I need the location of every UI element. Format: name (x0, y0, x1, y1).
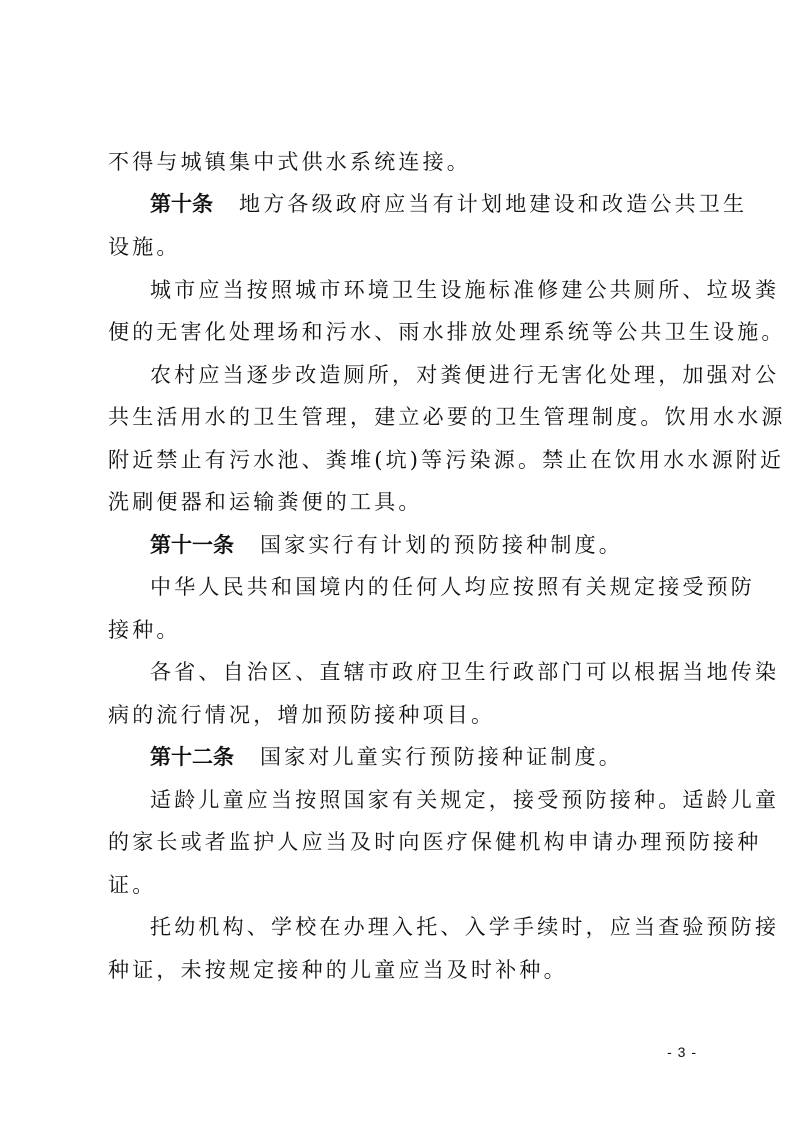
paragraph-line (108, 318, 786, 346)
paragraph-line (150, 361, 779, 389)
line-text: 国家实行有计划的预防接种制度。 (260, 533, 623, 557)
line-text: 托幼机构、学校在办理入托、入学手续时，应当查验预防接 (150, 915, 780, 939)
line-text: 城市应当按照城市环境卫生设施标准修建公共厕所、垃圾粪 (150, 278, 780, 302)
line-text: 设施。 (108, 235, 181, 259)
line-text: 适龄儿童应当按照国家有关规定，接受预防接种。适龄儿童 (150, 788, 780, 812)
paragraph-line (150, 786, 779, 814)
paragraph-line (150, 913, 779, 941)
paragraph-line (108, 446, 784, 474)
page-number: - 3 - (667, 1044, 697, 1060)
line-text: 的家长或者监护人应当及时向医疗保健机构申请办理预防接种 (108, 830, 762, 854)
article-heading: 第十一条 (150, 533, 234, 557)
article-line (150, 190, 747, 218)
line-text: 病的流行情况，增加预防接种项目。 (108, 703, 496, 727)
article-line (150, 531, 623, 559)
line-text: 附近禁止有污水池、粪堆(坑)等污染源。禁止在饮用水水源附近 (108, 448, 785, 472)
line-text: 各省、自治区、直辖市政府卫生行政部门可以根据当地传染 (150, 660, 780, 684)
paragraph-line (108, 488, 423, 516)
paragraph-line (150, 573, 755, 601)
paragraph-line (108, 403, 786, 431)
paragraph-line (108, 616, 181, 644)
paragraph-line (108, 828, 761, 856)
line-text: 共生活用水的卫生管理，建立必要的卫生管理制度。饮用水水源 (108, 405, 786, 429)
line-text: 不得与城镇集中式供水系统连接。 (108, 150, 471, 174)
article-line (150, 743, 623, 771)
line-text: 洗刷便器和运输粪便的工具。 (108, 490, 423, 514)
paragraph-line (108, 233, 181, 261)
line-text: 便的无害化处理场和污水、雨水排放处理系统等公共卫生设施。 (108, 320, 786, 344)
article-heading: 第十条 (150, 192, 213, 216)
paragraph-line (108, 956, 568, 984)
line-text: 种证，未按规定接种的儿童应当及时补种。 (108, 958, 568, 982)
paragraph-line (108, 871, 156, 899)
line-text: 地方各级政府应当有计划地建设和改造公共卫生 (239, 192, 748, 216)
paragraph-line (108, 701, 495, 729)
line-text: 中华人民共和国境内的任何人均应按照有关规定接受预防 (150, 575, 755, 599)
article-heading: 第十二条 (150, 745, 234, 769)
line-text: 接种。 (108, 618, 181, 642)
paragraph-line (150, 658, 779, 686)
line-text: 国家对儿童实行预防接种证制度。 (260, 745, 623, 769)
paragraph-line (150, 276, 779, 304)
paragraph-line (108, 148, 471, 176)
line-text: 农村应当逐步改造厕所，对粪便进行无害化处理，加强对公 (150, 363, 780, 387)
line-text: 证。 (108, 873, 157, 897)
